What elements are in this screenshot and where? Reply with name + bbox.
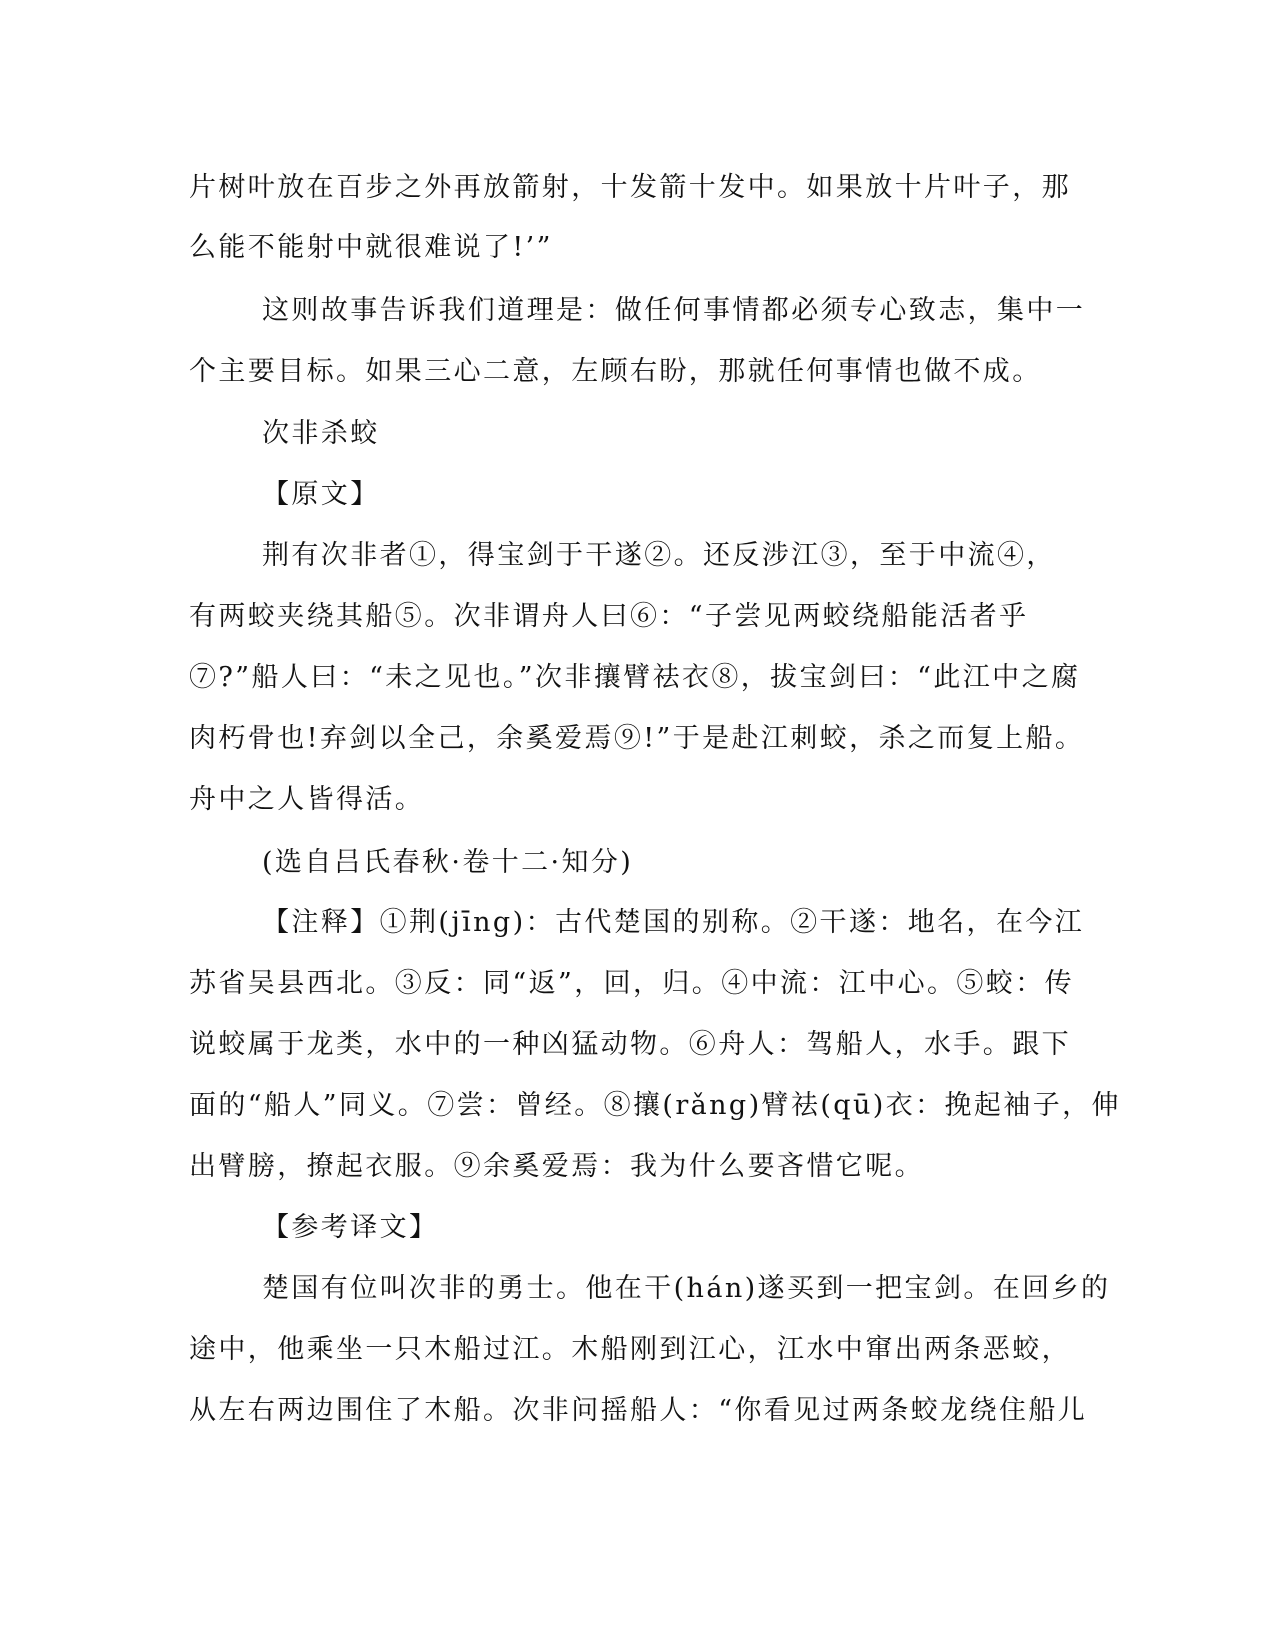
text-line: 荆有次非者①，得宝剑于干遂②。还反涉江③，至于中流④，	[262, 540, 1056, 571]
text-line: 苏省吴县西北。③反：同“返”，回，归。④中流：江中心。⑤蛟：传	[189, 968, 1075, 999]
text-line: 楚国有位叫次非的勇士。他在干(hán)遂买到一把宝剑。在回乡的	[262, 1273, 1111, 1304]
paragraph-lesson: 这则故事告诉我们道理是：做任何事情都必须专心致志，集中一	[262, 295, 1086, 326]
text-line: 面的“船人”同义。⑦尝：曾经。⑧攘(rǎng)臂祛(qū)衣：挽起袖子，伸	[189, 1090, 1121, 1121]
section-heading-original: 【原文】	[262, 479, 380, 510]
source-citation: (选自吕氏春秋·卷十二·知分)	[262, 847, 634, 878]
text-line: 个主要目标。如果三心二意，左顾右盼，那就任何事情也做不成。	[189, 356, 1042, 387]
section-heading-notes: 【注释】①荆(jīng)：古代楚国的别称。②干遂：地名，在今江	[262, 907, 1085, 938]
text-line: 途中，他乘坐一只木船过江。木船刚到江心，江水中窜出两条恶蛟，	[189, 1334, 1071, 1365]
text-line: 有两蛟夹绕其船⑤。次非谓舟人曰⑥：“子尝见两蛟绕船能活者乎	[189, 601, 1029, 632]
text-line: 么能不能射中就很难说了!’”	[189, 232, 553, 263]
text-line: 片树叶放在百步之外再放箭射，十发箭十发中。如果放十片叶子，那	[189, 172, 1071, 203]
story-title: 次非杀蛟	[262, 418, 380, 449]
text-line: 肉朽骨也!弃剑以全己，余奚爱焉⑨!”于是赴江刺蛟，杀之而复上船。	[189, 723, 1085, 754]
text-line: 舟中之人皆得活。	[189, 784, 425, 815]
text-line: 出臂膀，撩起衣服。⑨余奚爱焉：我为什么要吝惜它呢。	[189, 1151, 924, 1182]
section-heading-translation: 【参考译文】	[262, 1212, 439, 1243]
text-line: ⑦?”船人曰：“未之见也。”次非攘臂祛衣⑧，拔宝剑曰：“此江中之腐	[189, 662, 1081, 693]
text-line: 说蛟属于龙类，水中的一种凶猛动物。⑥舟人：驾船人，水手。跟下	[189, 1029, 1071, 1060]
text-line: 从左右两边围住了木船。次非问摇船人：“你看见过两条蛟龙绕住船儿	[189, 1395, 1088, 1426]
